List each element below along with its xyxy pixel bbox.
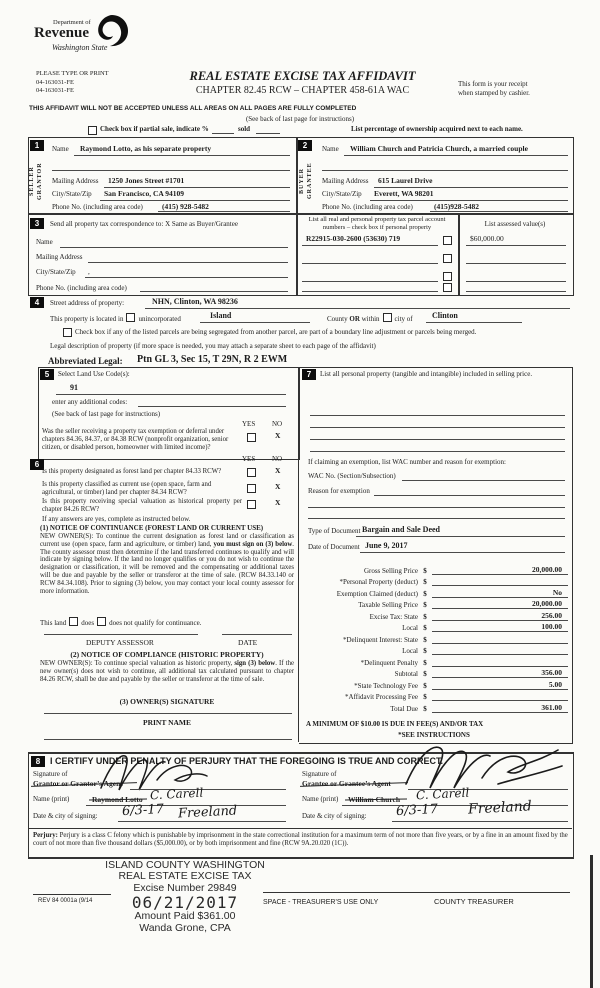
section-7-tab: 7 xyxy=(302,369,316,380)
form-code-2: 04-163031-FE xyxy=(36,87,74,94)
sold-label: sold xyxy=(238,125,251,133)
partial-pct-line xyxy=(212,133,234,134)
doc-date-label: Date of Document xyxy=(308,543,360,551)
no-header-5: NO xyxy=(272,420,283,428)
grantee-sig-label-1: Signature of xyxy=(302,770,337,778)
treasurer-stamp xyxy=(95,860,275,934)
personal-property-checkbox-1 xyxy=(443,236,452,245)
fee-row-penalty: *Delinquent Penalty $ xyxy=(300,657,568,667)
grantor-name-handwritten: C. Carell xyxy=(149,785,204,803)
logo-revenue-text: Revenue xyxy=(34,25,89,41)
buyer-name-value: William Church and Patricia Church, a married couple xyxy=(350,144,528,153)
sold-line xyxy=(256,133,280,134)
legal-description-note: Legal description of property (if more space is needed, you may attach a separate sheet to each page of the affidavit) xyxy=(50,342,376,350)
warning-line: THIS AFFIDAVIT WILL NOT BE ACCEPTED UNLESS ALL AREAS ON ALL PAGES ARE FULLY COMPLETED xyxy=(29,105,357,112)
dor-swirl-logo-icon xyxy=(95,14,129,53)
county-or-city-line: County OR within city of xyxy=(327,315,413,323)
doc-type-label: Type of Document xyxy=(308,527,361,535)
rev-form-number: REV 84 0001a (9/14 xyxy=(38,898,93,904)
fee-row-total-due: Total Due $ 361.00 xyxy=(300,703,568,713)
no-header-6: NO xyxy=(272,455,283,463)
city-checkbox xyxy=(383,313,392,322)
deferral-question: Was the seller receiving a property tax exemption or deferral under chapters 84.36, 84.37, or 84.38 RCW (nonprofit organization, senior citizen, or disabled person, homeowner with limited income)? xyxy=(42,428,229,451)
buyer-side-label-1: BUYER xyxy=(299,168,305,195)
buyer-address-label: Mailing Address xyxy=(322,177,369,185)
if-yes-note: If any answers are yes, complete as instructed below. xyxy=(42,515,191,523)
notice-continuance-title: (1) NOTICE OF CONTINUANCE (FOREST LAND OR CURRENT USE) xyxy=(40,524,264,532)
grantee-date-handwritten: 6/3-17 xyxy=(395,801,439,820)
partial-sale-checkbox xyxy=(88,126,97,135)
see-instructions-note: *SEE INSTRUCTIONS xyxy=(398,731,470,739)
exemption-claim-label: If claiming an exemption, list WAC number and reason for exemption: xyxy=(308,458,506,466)
city-value: Clinton xyxy=(432,311,458,320)
receipt-note-2: when stamped by cashier. xyxy=(458,89,530,97)
does-not-checkbox xyxy=(97,617,106,626)
assessed-header: List assessed value(s) xyxy=(484,220,546,228)
parcel-number-value: R22915-030-2600 (53630) 719 xyxy=(306,234,401,243)
doc-type-value: Bargain and Sale Deed xyxy=(362,525,441,534)
form-subtitle: CHAPTER 82.45 RCW – CHAPTER 458-61A WAC xyxy=(195,85,410,96)
historical-no-x: X xyxy=(275,498,281,507)
fee-row-exemption: Exemption Claimed (deduct) $ No xyxy=(300,588,568,598)
yes-header-5: YES xyxy=(242,420,256,428)
grantee-name-printed: William Church xyxy=(348,795,401,804)
historical-yes-checkbox xyxy=(247,500,256,509)
grantee-name-label: Name (print) xyxy=(302,795,339,803)
stamp-amount-paid: Amount Paid $361.00 xyxy=(134,910,236,923)
fee-row-delinq-state: *Delinquent Interest: State $ xyxy=(300,634,568,644)
segregated-note: Check box if any of the listed parcels are being segregated from another parcel, are part of a boundary line adjustment or parcels being merged. xyxy=(75,328,477,336)
section-5-tab: 5 xyxy=(40,369,54,380)
owners-signature-label: (3) OWNER(S) SIGNATURE xyxy=(119,697,215,706)
wac-number-label: WAC No. (Section/Subsection) xyxy=(308,472,396,480)
buyer-side-label-2: GRANTEE xyxy=(307,162,313,200)
buyer-name-label: Name xyxy=(322,145,339,153)
notice-compliance-body: NEW OWNER(S): To continue special valuation as historic property, sign (3) below. If the new owner(s) does not wish to continue, all additional tax calculated pursuant to chapter 84.26 RCW, shall be due and payable by the seller or transferor at the time of sale. xyxy=(40,660,294,683)
fee-row-excise-local: Local $ 100.00 xyxy=(300,622,568,632)
additional-codes-label: enter any additional codes: xyxy=(52,398,128,406)
please-type-label: PLEASE TYPE OR PRINT xyxy=(36,70,109,77)
corr-name-label: Name xyxy=(36,238,53,246)
abbreviated-legal-label: Abbreviated Legal: xyxy=(48,356,123,366)
fee-row-tech-fee: *State Technology Fee $ 5.00 xyxy=(300,680,568,690)
grantor-date-handwritten: 6/3-17 xyxy=(121,801,165,820)
personal-property-checkbox-4 xyxy=(443,283,452,292)
seller-side-label-1: SELLER xyxy=(29,166,35,196)
personal-property-checkbox-3 xyxy=(443,272,452,281)
logo-dept-text: Department of xyxy=(53,19,91,26)
deferral-yes-checkbox xyxy=(247,433,256,442)
corr-address-label: Mailing Address xyxy=(36,253,83,261)
section-1-tab: 1 xyxy=(30,140,44,151)
deputy-assessor-label: DEPUTY ASSESSOR xyxy=(86,638,154,647)
county-treasurer-label: COUNTY TREASURER xyxy=(434,897,514,906)
seller-address-label: Mailing Address xyxy=(52,177,99,185)
date-label: DATE xyxy=(238,638,258,647)
receipt-note-1: This form is your receipt xyxy=(458,80,528,88)
logo-state-text: Washington State xyxy=(52,43,108,52)
buyer-address-value: 615 Laurel Drive xyxy=(378,176,433,185)
form-code-1: 04-163031-FE xyxy=(36,79,74,86)
seller-phone-value: (415) 928-5482 xyxy=(162,202,209,211)
personal-property-checkbox-2 xyxy=(443,254,452,263)
grantee-city-handwritten: Freeland xyxy=(467,798,533,818)
grantor-sig-label-2: Grantor or Grantor’s Agent xyxy=(33,779,123,788)
seller-address-value: 1250 Jones Street #1701 xyxy=(108,176,185,185)
located-in-line: This property is located in unincorporated xyxy=(50,315,181,323)
stamp-excise-number: Excise Number 29849 xyxy=(133,881,237,894)
seller-csz-label: City/State/Zip xyxy=(52,190,92,198)
yes-header-6: YES xyxy=(242,455,256,463)
corr-phone-label: Phone No. (including area code) xyxy=(36,284,127,292)
grantor-date-label: Date & city of signing: xyxy=(33,812,98,820)
see-back-note: (See back of last page for instructions) xyxy=(245,115,355,123)
doc-date-value: June 9, 2017 xyxy=(365,541,408,550)
fee-row-delinq-local: Local $ xyxy=(300,645,568,655)
perjury-note: Perjury: Perjury is a class C felony which is punishable by imprisonment in the state correctional institution for a maximum term of not more than five years, or by a fine in an amount fixed by the court of not more than five thousand dollars ($5,000.00), or by both imprisonment and fine (RCW 9A.20.020 (1C)). xyxy=(33,832,568,847)
corr-csz-label: City/State/Zip xyxy=(36,268,76,276)
fee-row-subtotal: Subtotal $ 356.00 xyxy=(300,668,568,678)
buyer-csz-value: Everett, WA 98201 xyxy=(374,189,434,198)
land-use-code-value: 91 xyxy=(70,383,78,392)
reason-exemption-label: Reason for exemption xyxy=(308,487,370,495)
land-use-label: Select Land Use Code(s): xyxy=(58,370,130,378)
county-value: Island xyxy=(210,311,232,320)
see-back-5: (See back of last page for instructions) xyxy=(52,410,161,418)
historical-question: Is this property receiving special valuation as historical property per chapter 84.26 RCW? xyxy=(42,498,242,513)
section-6-tab: 6 xyxy=(30,459,44,470)
unincorporated-checkbox xyxy=(126,313,135,322)
corr-csz-comma: , xyxy=(88,268,90,276)
treasurer-space-label: SPACE - TREASURER'S USE ONLY xyxy=(263,899,379,906)
assessed-value: $60,000.00 xyxy=(470,234,504,243)
does-checkbox xyxy=(69,617,78,626)
current-use-yes-checkbox xyxy=(247,484,256,493)
stamp-tax: REAL ESTATE EXCISE TAX xyxy=(118,870,252,883)
street-address-label: Street address of property: xyxy=(50,299,125,307)
form-title: REAL ESTATE EXCISE TAX AFFIDAVIT xyxy=(189,69,416,83)
stamp-county: ISLAND COUNTY WASHINGTON xyxy=(105,859,265,871)
fee-row-taxable: Taxable Selling Price $ 20,000.00 xyxy=(300,599,568,609)
segregated-checkbox xyxy=(63,328,72,337)
certify-statement: I CERTIFY UNDER PENALTY OF PERJURY THAT THE FOREGOING IS TRUE AND CORRECT. xyxy=(50,756,444,766)
print-name-label: PRINT NAME xyxy=(143,718,191,727)
ownership-note: List percentage of ownership acquired next to each name. xyxy=(351,125,523,133)
grantor-city-handwritten: Freeland xyxy=(177,803,238,822)
perjury-divider xyxy=(28,828,572,829)
fee-row-personal: *Personal Property (deduct) $ xyxy=(300,576,568,586)
scan-edge-artifact xyxy=(590,855,593,988)
grantee-date-label: Date & city of signing: xyxy=(302,812,367,820)
forest-land-question: Is this property designated as forest land per chapter 84.33 RCW? xyxy=(42,468,222,475)
fee-row-processing-fee: *Affidavit Processing Fee $ xyxy=(300,691,568,701)
street-address-value: NHN, Clinton, WA 98236 xyxy=(152,297,238,306)
seller-side-label-2: GRANTOR xyxy=(37,162,43,200)
buyer-phone-value: (415)928-5482 xyxy=(434,202,479,211)
section-8-tab: 8 xyxy=(31,756,45,767)
forest-no-x: X xyxy=(275,466,281,475)
seller-phone-label: Phone No. (including area code) xyxy=(52,203,143,211)
seller-csz-value: San Francisco, CA 94109 xyxy=(104,189,185,198)
current-use-question: Is this property classified as current use (open space, farm and agricultural, or timber) land per chapter 84.34 RCW? xyxy=(42,481,212,496)
correspondence-line: Send all property tax correspondence to: X Same as Buyer/Grantee xyxy=(50,220,238,228)
fee-row-gross: Gross Selling Price $ 20,000.00 xyxy=(300,565,568,575)
grantor-name-label: Name (print) xyxy=(33,795,70,803)
stamp-cashier-name: Wanda Grone, CPA xyxy=(139,921,231,934)
minimum-fee-note: A MINIMUM OF $10.00 IS DUE IN FEE(S) AND/OR TAX xyxy=(306,720,484,728)
buyer-csz-label: City/State/Zip xyxy=(322,190,362,198)
section-4-tab: 4 xyxy=(30,297,44,308)
grantee-sig-label-2: Grantee or Grantee’s Agent xyxy=(302,779,391,788)
section-2-tab: 2 xyxy=(298,140,312,151)
grantee-name-handwritten: C. Carell xyxy=(415,785,470,803)
current-use-no-x: X xyxy=(275,482,281,491)
partial-sale-label: Check box if partial sale, indicate % xyxy=(100,125,209,133)
stamp-date: 06/21/2017 xyxy=(131,892,239,912)
abbreviated-legal-value: Ptn GL 3, Sec 15, T 29N, R 2 EWM xyxy=(137,354,288,365)
seller-name-value: Raymond Lotto, as his separate property xyxy=(80,144,212,153)
grantor-sig-label-1: Signature of xyxy=(33,770,68,778)
seller-name-label: Name xyxy=(52,145,69,153)
notice-continuance-body: NEW OWNER(S): To continue the current designation as forest land or classification as current use (open space, farm and agriculture, or timber) land, you must sign on (3) below. The county assessor must then determine if the land transferred continues to qualify and will indicate by signing below. If the land no longer qualifies or you do not wish to continue the designation or classification, it will be removed and the compensating or additional taxes will be due and payable by the seller or transferor at the time of sale. (RCW 84.33.140 or RCW 84.34.108). Prior to signing (3) below, you may contact your local county assessor for more information. xyxy=(40,533,294,595)
deferral-no-x: X xyxy=(275,431,281,440)
section-3-tab: 3 xyxy=(30,218,44,229)
notice-compliance-title: (2) NOTICE OF COMPLIANCE (HISTORIC PROPERTY) xyxy=(70,650,264,659)
forest-yes-checkbox xyxy=(247,468,256,477)
parcel-header-1: List all real and personal property tax parcel account xyxy=(308,216,446,223)
grantor-name-printed: Raymond Lotto xyxy=(92,795,143,804)
fee-row-excise-state: Excise Tax: State $ 256.00 xyxy=(300,611,568,621)
buyer-phone-label: Phone No. (including area code) xyxy=(322,203,413,211)
parcel-header-2: numbers – check box if personal property xyxy=(322,224,432,231)
personal-property-header: List all personal property (tangible and intangible) included in selling price. xyxy=(320,370,533,378)
land-qualify-line: This land does does not qualify for continuance. xyxy=(40,619,202,627)
